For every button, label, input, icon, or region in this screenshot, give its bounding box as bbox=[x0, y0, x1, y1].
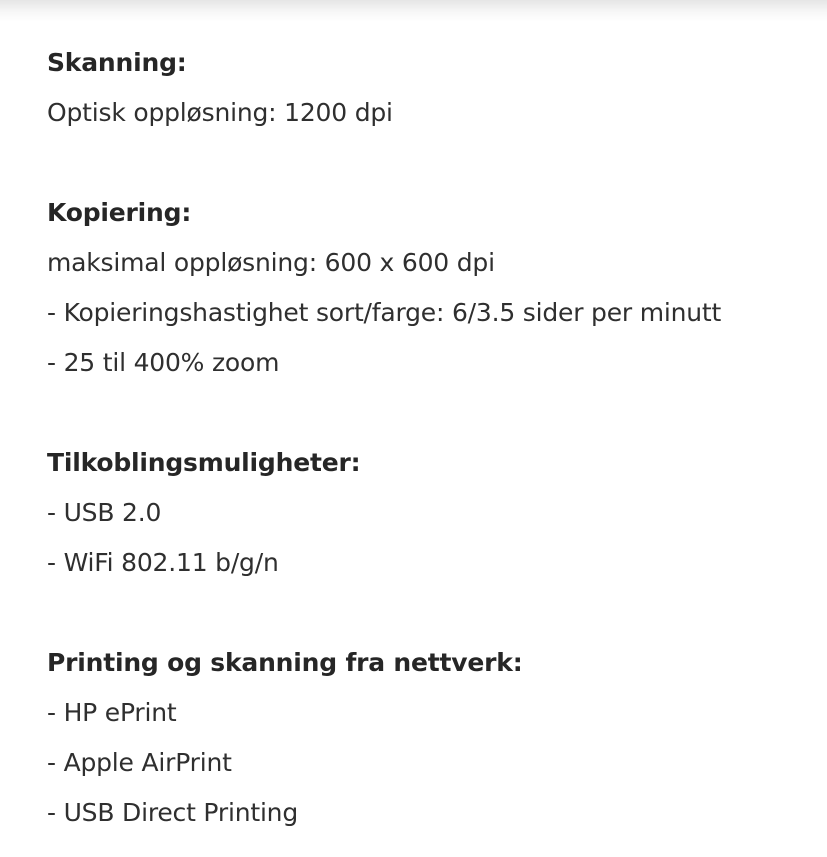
section-skanning bbox=[47, 38, 817, 138]
section-kopiering bbox=[47, 188, 817, 388]
spec-line: - WiFi 802.11 b/g/n bbox=[47, 548, 279, 577]
spec-line: Optisk oppløsning: 1200 dpi bbox=[47, 98, 393, 127]
spec-line: - Kopieringshastighet sort/farge: 6/3.5 sider per minutt bbox=[47, 298, 722, 327]
header-shadow bbox=[0, 0, 827, 22]
spec-line: - USB Direct Printing bbox=[47, 798, 299, 827]
section-heading: Kopiering: bbox=[47, 198, 192, 227]
spec-line: maksimal oppløsning: 600 x 600 dpi bbox=[47, 248, 495, 277]
section-heading: Printing og skanning fra nettverk: bbox=[47, 648, 523, 677]
spec-line: - 25 til 400% zoom bbox=[47, 348, 280, 377]
section-nettverk bbox=[47, 638, 817, 838]
spec-line: - USB 2.0 bbox=[47, 498, 162, 527]
section-tilkobling bbox=[47, 438, 817, 588]
spec-line: - Apple AirPrint bbox=[47, 748, 232, 777]
spec-line: - HP ePrint bbox=[47, 698, 177, 727]
section-heading: Tilkoblingsmuligheter: bbox=[47, 448, 361, 477]
spec-list bbox=[47, 38, 817, 838]
section-heading: Skanning: bbox=[47, 48, 187, 77]
